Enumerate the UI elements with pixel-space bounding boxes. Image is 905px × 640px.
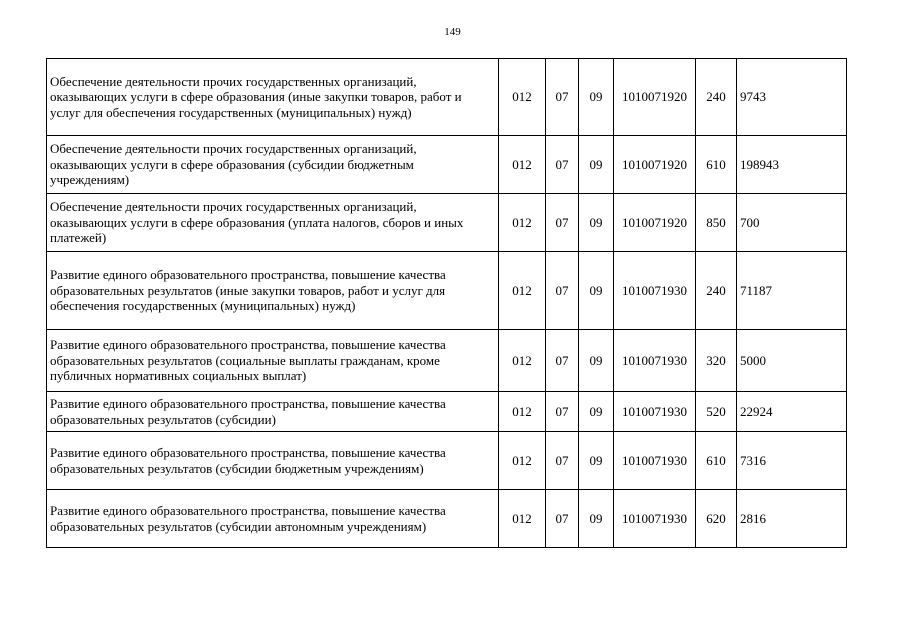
section-code: 07 — [546, 136, 579, 194]
ministry-code: 012 — [499, 194, 546, 252]
row-description: Развитие единого образовательного пространства, повышение качества образовательных результатов (субсидии автономным учреждениям) — [47, 490, 499, 548]
expense-type-code: 620 — [696, 490, 737, 548]
subsection-code: 09 — [579, 490, 614, 548]
target-code: 1010071930 — [614, 432, 696, 490]
target-code: 1010071930 — [614, 252, 696, 330]
expense-type-code: 610 — [696, 432, 737, 490]
amount: 700 — [737, 194, 847, 252]
section-code: 07 — [546, 392, 579, 432]
table-row — [47, 136, 847, 194]
amount: 2816 — [737, 490, 847, 548]
table-row — [47, 432, 847, 490]
section-code: 07 — [546, 59, 579, 136]
target-code: 1010071920 — [614, 136, 696, 194]
target-code: 1010071920 — [614, 59, 696, 136]
row-description: Развитие единого образовательного пространства, повышение качества образовательных результатов (субсидии) — [47, 392, 499, 432]
table-row — [47, 330, 847, 392]
table-row — [47, 59, 847, 136]
amount: 9743 — [737, 59, 847, 136]
ministry-code: 012 — [499, 252, 546, 330]
amount: 5000 — [737, 330, 847, 392]
section-code: 07 — [546, 432, 579, 490]
expense-type-code: 240 — [696, 59, 737, 136]
section-code: 07 — [546, 330, 579, 392]
target-code: 1010071930 — [614, 330, 696, 392]
table-row — [47, 490, 847, 548]
table-row — [47, 194, 847, 252]
target-code: 1010071930 — [614, 490, 696, 548]
table-row — [47, 392, 847, 432]
table-row — [47, 252, 847, 330]
section-code: 07 — [546, 490, 579, 548]
subsection-code: 09 — [579, 59, 614, 136]
row-description: Развитие единого образовательного пространства, повышение качества образовательных результатов (иные закупки товаров, работ и услуг для обеспечения государственных (муниципальных) нужд) — [47, 252, 499, 330]
amount: 71187 — [737, 252, 847, 330]
row-description: Развитие единого образовательного пространства, повышение качества образовательных результатов (социальные выплаты гражданам, кроме публичных нормативных социальных выплат) — [47, 330, 499, 392]
target-code: 1010071920 — [614, 194, 696, 252]
expense-type-code: 240 — [696, 252, 737, 330]
ministry-code: 012 — [499, 136, 546, 194]
subsection-code: 09 — [579, 432, 614, 490]
expense-type-code: 520 — [696, 392, 737, 432]
subsection-code: 09 — [579, 136, 614, 194]
expense-type-code: 850 — [696, 194, 737, 252]
section-code: 07 — [546, 194, 579, 252]
expense-type-code: 610 — [696, 136, 737, 194]
section-code: 07 — [546, 252, 579, 330]
ministry-code: 012 — [499, 330, 546, 392]
amount: 198943 — [737, 136, 847, 194]
subsection-code: 09 — [579, 392, 614, 432]
budget-table — [46, 58, 847, 548]
row-description: Обеспечение деятельности прочих государственных организаций, оказывающих услуги в сфере образования (уплата налогов, сборов и иных платежей) — [47, 194, 499, 252]
amount: 7316 — [737, 432, 847, 490]
page-number: 149 — [444, 26, 461, 38]
ministry-code: 012 — [499, 59, 546, 136]
target-code: 1010071930 — [614, 392, 696, 432]
subsection-code: 09 — [579, 252, 614, 330]
expense-type-code: 320 — [696, 330, 737, 392]
row-description: Обеспечение деятельности прочих государственных организаций, оказывающих услуги в сфере образования (иные закупки товаров, работ и услуг для обеспечения государственных (муниципальных) нужд) — [47, 59, 499, 136]
ministry-code: 012 — [499, 432, 546, 490]
amount: 22924 — [737, 392, 847, 432]
row-description: Развитие единого образовательного пространства, повышение качества образовательных результатов (субсидии бюджетным учреждениям) — [47, 432, 499, 490]
subsection-code: 09 — [579, 194, 614, 252]
ministry-code: 012 — [499, 392, 546, 432]
ministry-code: 012 — [499, 490, 546, 548]
subsection-code: 09 — [579, 330, 614, 392]
row-description: Обеспечение деятельности прочих государственных организаций, оказывающих услуги в сфере образования (субсидии бюджетным учреждениям) — [47, 136, 499, 194]
